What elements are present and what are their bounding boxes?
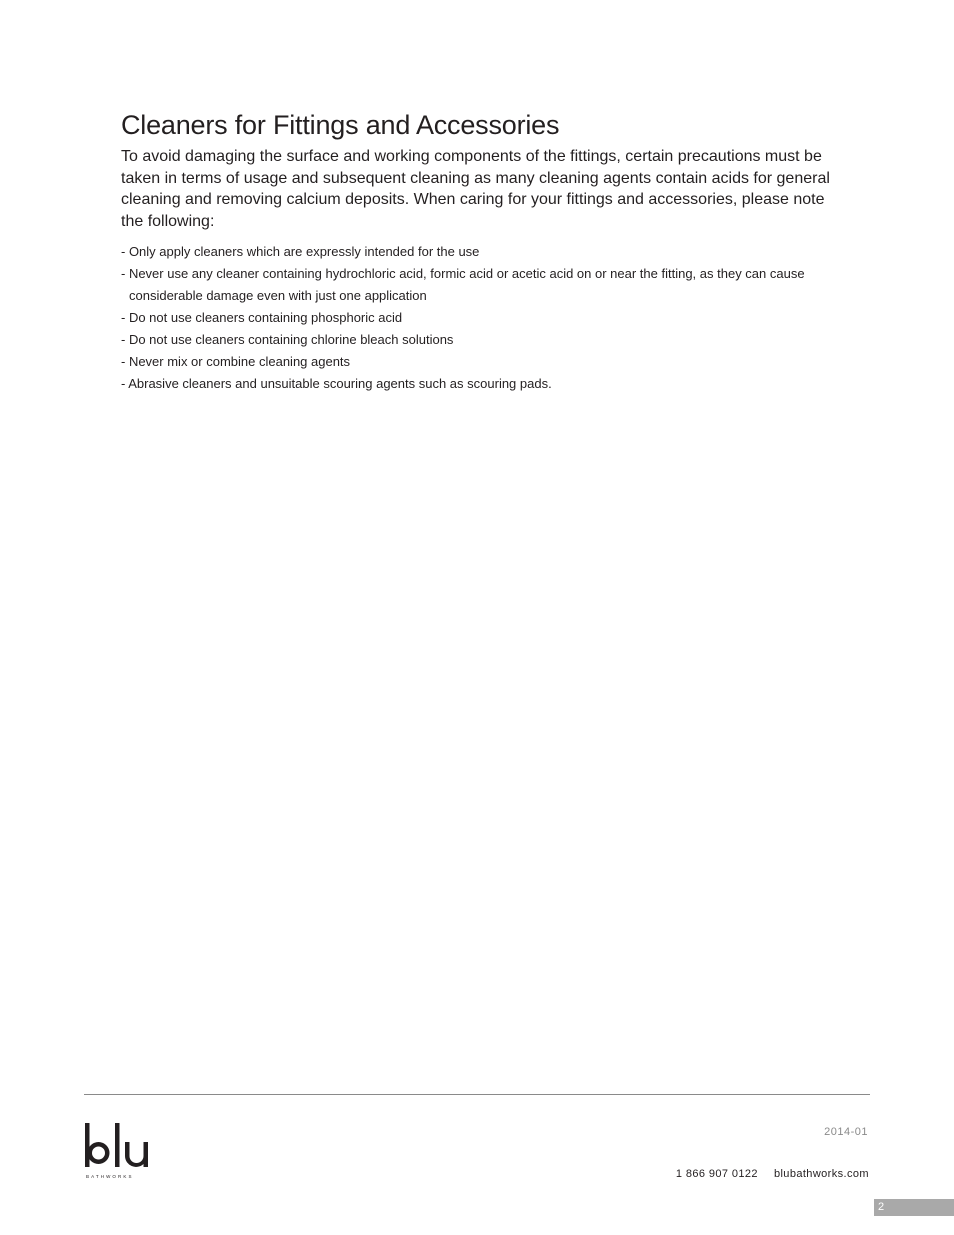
list-item: - Only apply cleaners which are expressly intended for the use [121,244,480,260]
page-number-tab [874,1199,954,1216]
blu-logo-icon [83,1121,155,1173]
website-link[interactable]: blubathworks.com [773,1168,869,1180]
list-item: - Do not use cleaners containing phosphoric acid [121,310,403,326]
phone-number: 1 866 907 0122 [675,1168,758,1180]
footer-divider [84,1094,870,1095]
main-content [121,108,841,395]
brand-logo [83,1121,155,1181]
page-number: 2 [878,1201,885,1213]
list-item: - Never mix or combine cleaning agents [121,354,351,370]
precautions-list [121,241,841,395]
page-title: Cleaners for Fittings and Accessories [121,110,560,140]
footer-contact [676,1168,869,1180]
list-item: - Do not use cleaners containing chlorine bleach solutions [121,332,454,348]
document-date: 2014-01 [824,1126,868,1138]
intro-paragraph: To avoid damaging the surface and working components of the fittings, certain precautions must be taken in terms of usage and subsequent cleaning as many cleaning agents contain acids for general cleaning and removing calcium deposits. When caring for your fittings and accessories, please note the following: [121,148,830,230]
list-item: - Never use any cleaner containing hydrochloric acid, formic acid or acetic acid on or near the fitting, as they can cause considerable damage even with just one application [121,266,805,304]
brand-subtext: BATHWORKS [86,1174,134,1179]
list-item: - Abrasive cleaners and unsuitable scouring agents such as scouring pads. [121,376,552,392]
